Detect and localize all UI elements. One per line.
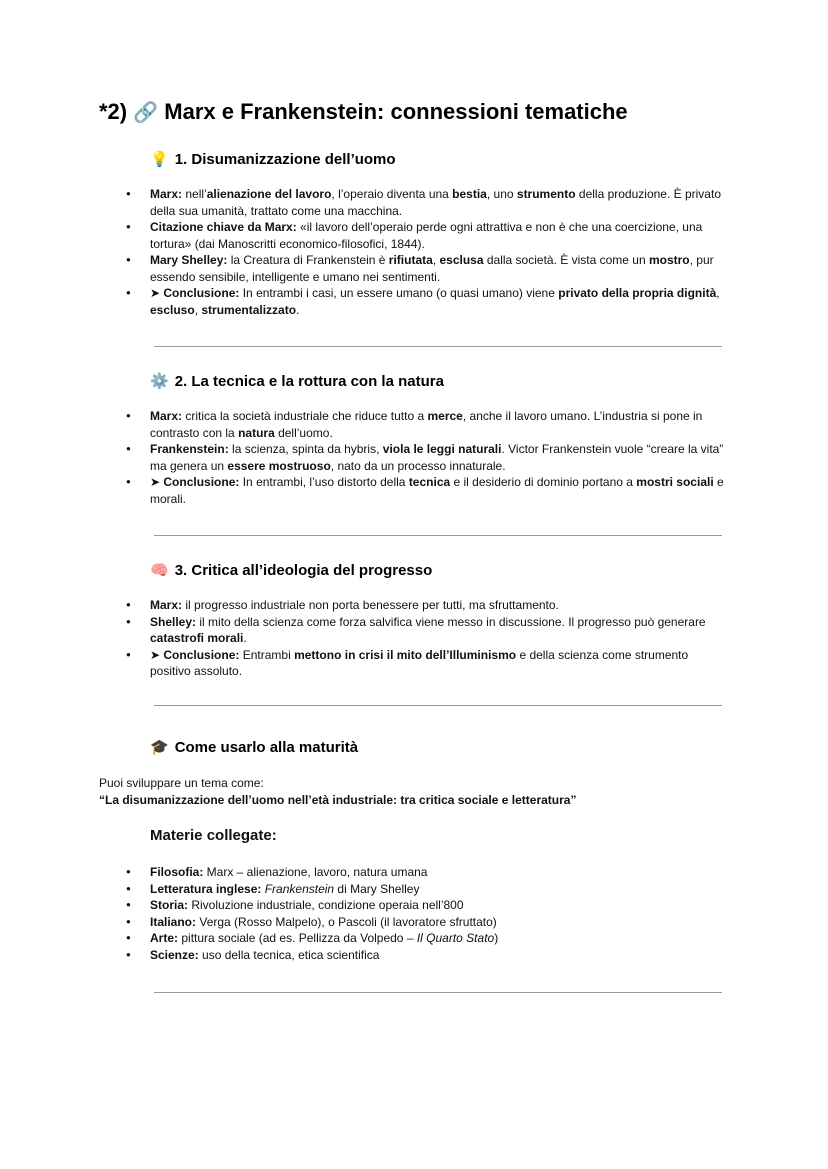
list-item: ● Arte: pittura sociale (ad es. Pellizza da Volpedo – Il Quarto Stato) xyxy=(126,930,730,947)
subjects-list xyxy=(126,864,730,963)
brain-icon: 🧠 xyxy=(150,561,169,579)
maturita-theme: “La disumanizzazione dell’uomo nell’età industriale: tra critica sociale e letteratura” xyxy=(99,793,577,807)
list-item: ● Letteratura inglese: Frankenstein di Mary Shelley xyxy=(126,881,730,898)
divider xyxy=(154,535,722,536)
list-item: ● Shelley: il mito della scienza come forza salvifica viene messo in discussione. Il progresso può generare catastrofi morali. xyxy=(126,614,730,647)
section-3-heading: 🧠 3. Critica all’ideologia del progresso xyxy=(150,561,433,579)
title-text: Marx e Frankenstein: connessioni tematiche xyxy=(164,99,628,124)
section-2-list xyxy=(126,408,730,507)
list-item: ● Marx: critica la società industriale che riduce tutto a merce, anche il lavoro umano. L’industria si pone in contrasto con la natura dell’uomo. xyxy=(126,408,730,441)
list-item: ● Marx: il progresso industriale non porta benessere per tutti, ma sfruttamento. xyxy=(126,597,730,614)
subjects-heading: Materie collegate: xyxy=(150,827,277,844)
title-number: *2) xyxy=(99,99,134,124)
list-item: ● ➤ Conclusione: Entrambi mettono in crisi il mito dell’Illuminismo e della scienza come strumento positivo assoluto. xyxy=(126,647,730,680)
list-item: ● Italiano: Verga (Rosso Malpelo), o Pascoli (il lavoratore sfruttato) xyxy=(126,914,730,931)
section-1-list xyxy=(126,186,730,318)
list-item: ● ➤ Conclusione: In entrambi, l’uso distorto della tecnica e il desiderio di dominio portano a mostri sociali e morali. xyxy=(126,474,730,507)
list-item: ● Storia: Rivoluzione industriale, condizione operaia nell’800 xyxy=(126,897,730,914)
link-icon: 🔗 xyxy=(133,100,159,124)
section-1-heading: 💡 1. Disumanizzazione dell’uomo xyxy=(150,150,396,168)
list-item: ● Marx: nell’alienazione del lavoro, l’operaio diventa una bestia, uno strumento della produzione. È privato della sua umanità, trattato come una macchina. xyxy=(126,186,730,219)
lightbulb-icon: 💡 xyxy=(150,150,169,168)
section-2-heading: ⚙️ 2. La tecnica e la rottura con la natura xyxy=(150,372,444,390)
divider xyxy=(154,705,722,706)
maturita-heading: 🎓 Come usarlo alla maturità xyxy=(150,738,359,756)
divider xyxy=(154,346,722,347)
list-item: ● Citazione chiave da Marx: «il lavoro dell’operaio perde ogni attrattiva e non è che una coercizione, una tortura» (dai Manoscritti economico-filosofici, 1844). xyxy=(126,219,730,252)
graduation-cap-icon: 🎓 xyxy=(150,738,169,756)
list-item: ● Mary Shelley: la Creatura di Frankenstein è rifiutata, esclusa dalla società. È vista come un mostro, pur essendo sensibile, intelligente e umano nei sentimenti. xyxy=(126,252,730,285)
maturita-intro: Puoi sviluppare un tema come: xyxy=(99,776,264,790)
list-item: ● ➤ Conclusione: In entrambi i casi, un essere umano (o quasi umano) viene privato della propria dignità, escluso, strumentalizzato. xyxy=(126,285,730,318)
page-title xyxy=(99,99,628,125)
gear-icon: ⚙️ xyxy=(150,372,169,390)
list-item: ● Filosofia: Marx – alienazione, lavoro, natura umana xyxy=(126,864,730,881)
section-3-list xyxy=(126,597,730,680)
list-item: ● Frankenstein: la scienza, spinta da hybris, viola le leggi naturali. Victor Frankenstein vuole “creare la vita” ma genera un essere mostruoso, nato da un processo innaturale. xyxy=(126,441,730,474)
list-item: ● Scienze: uso della tecnica, etica scientifica xyxy=(126,947,730,964)
divider xyxy=(154,992,722,993)
